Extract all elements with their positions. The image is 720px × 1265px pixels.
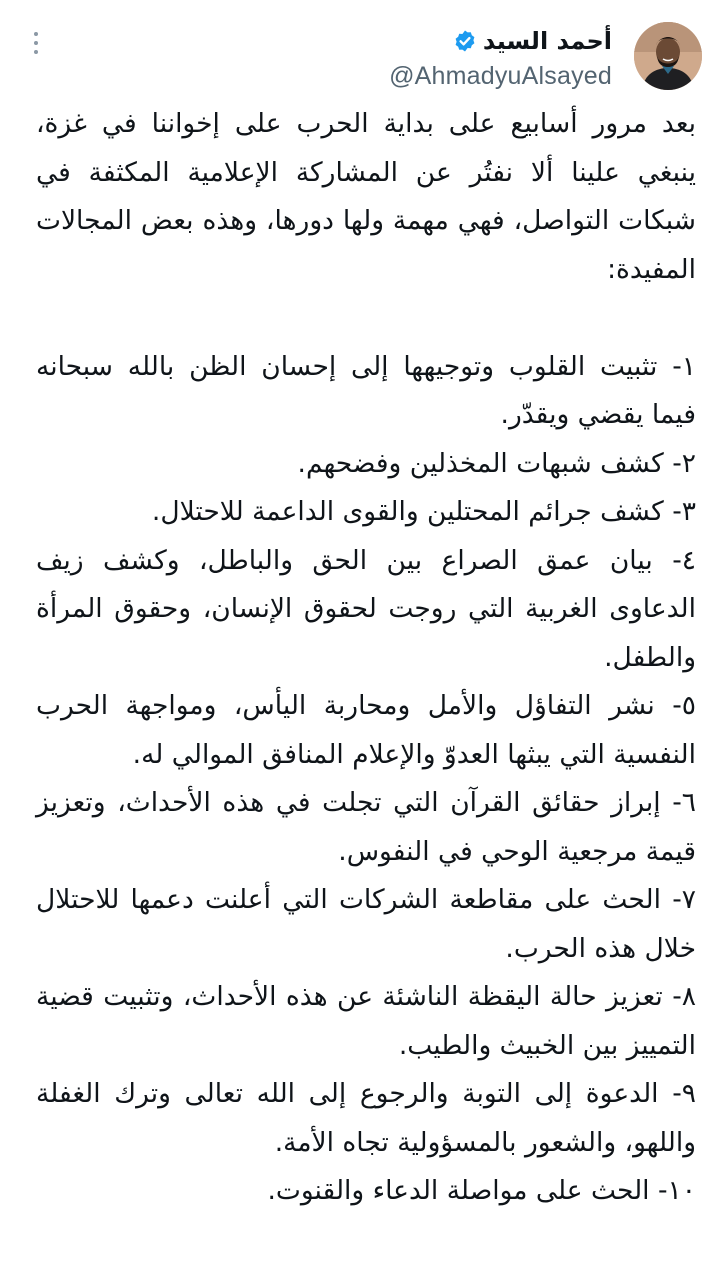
more-vertical-icon xyxy=(34,32,38,36)
more-options-button[interactable] xyxy=(26,32,46,72)
tweet-point-8: ٨- تعزيز حالة اليقظة الناشئة عن هذه الأحداث، وتثبيت قضية التمييز بين الخبيث والطيب. xyxy=(36,981,696,1061)
profile-photo-icon xyxy=(634,22,702,90)
author-names xyxy=(389,24,612,91)
author-handle[interactable]: @AhmadyuAlsayed xyxy=(389,62,612,90)
tweet-point-9: ٩- الدعوة إلى التوبة والرجوع إلى الله تعالى وترك الغفلة واللهو، والشعور بالمسؤولية تجاه الأمة. xyxy=(36,1078,696,1158)
tweet-point-6: ٦- إبراز حقائق القرآن التي تجلت في هذه الأحداث، وتعزيز قيمة مرجعية الوحي في النفوس. xyxy=(36,787,696,867)
more-vertical-icon xyxy=(34,41,38,45)
tweet-point-3: ٣- كشف جرائم المحتلين والقوى الداعمة للاحتلال. xyxy=(151,496,696,527)
more-vertical-icon xyxy=(34,50,38,54)
tweet-text xyxy=(36,100,696,1216)
verified-badge-icon xyxy=(453,29,477,53)
tweet-header xyxy=(22,22,702,92)
tweet-point-1: ١- تثبيت القلوب وتوجيهها إلى إحسان الظن بالله سبحانه فيما يقضي ويقدّر. xyxy=(36,350,696,430)
tweet-point-2: ٢- كشف شبهات المخذلين وفضحهم. xyxy=(297,447,696,479)
paragraph-gap xyxy=(36,294,696,343)
tweet-point-10: ١٠- الحث على مواصلة الدعاء والقنوت. xyxy=(267,1175,696,1206)
tweet-point-7: ٧- الحث على مقاطعة الشركات التي أعلنت دعمها للاحتلال خلال هذه الحرب. xyxy=(36,884,696,964)
tweet-intro: بعد مرور أسابيع على بداية الحرب على إخواننا في غزة، ينبغي علينا ألا نفتُر عن المشاركة الإعلامية المكثفة في شبكات التواصل، فهي مهمة ولها دورها، وهذه بعض المجالات المفيدة: xyxy=(36,108,696,285)
author-display-name[interactable]: أحمد السيد xyxy=(482,27,612,55)
avatar[interactable] xyxy=(634,22,702,90)
display-name-row[interactable] xyxy=(389,24,612,58)
tweet-point-4: ٤- بيان عمق الصراع بين الحق والباطل، وكشف زيف الدعاوى الغربية التي روجت لحقوق الإنسان، وحقوق المرأة والطفل. xyxy=(36,544,696,673)
tweet-point-5: ٥- نشر التفاؤل والأمل ومحاربة اليأس، ومواجهة الحرب النفسية التي يبثها العدوّ والإعلام المنافق الموالي له. xyxy=(36,690,696,770)
